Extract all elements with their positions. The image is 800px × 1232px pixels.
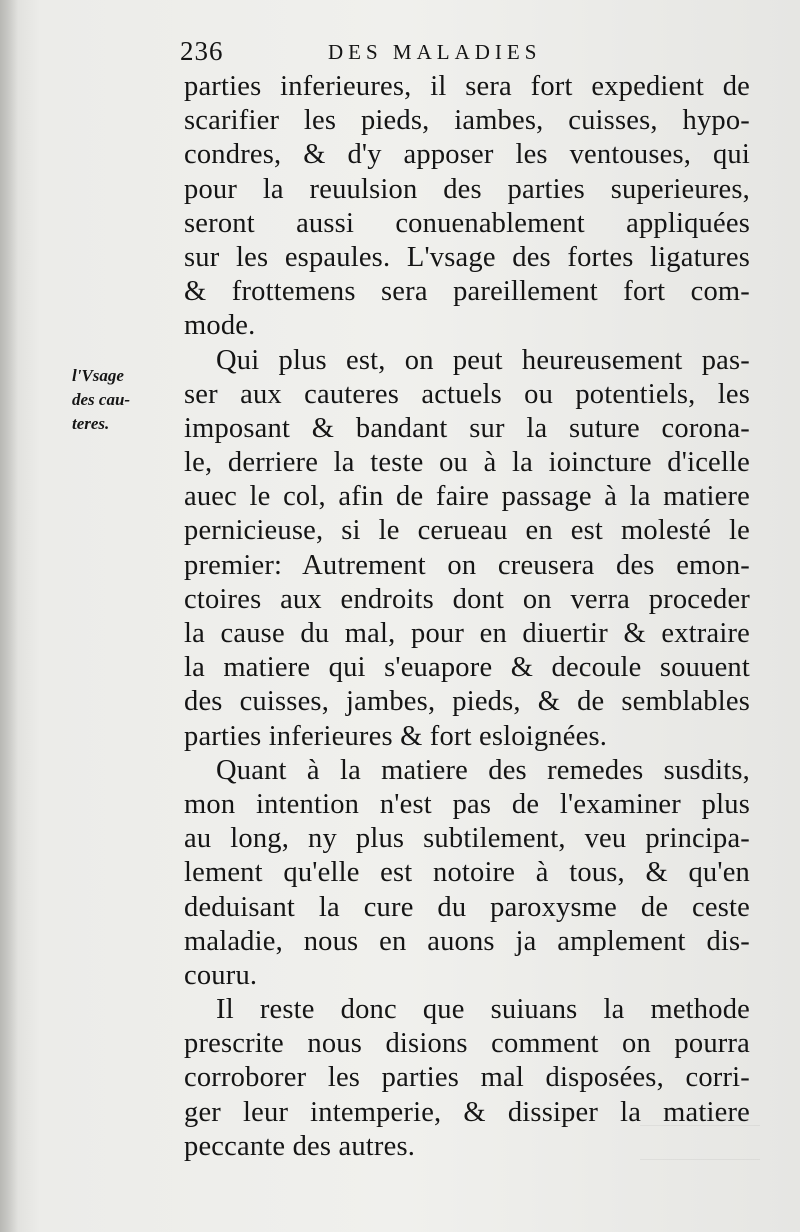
body-text	[184, 70, 750, 1164]
text-line: pour la reuulsion des parties superieures,	[184, 173, 750, 205]
text-line: ser aux cauteres actuels ou potentiels, les	[184, 378, 750, 410]
margin-note	[72, 364, 160, 436]
text-line: & frottemens sera pareillement fort com-	[184, 276, 750, 308]
running-head: DES MALADIES	[328, 40, 542, 64]
text-line: deduisant la cure du paroxysme de ceste	[184, 891, 750, 923]
gutter-shadow	[0, 0, 18, 1232]
paragraph-3	[184, 754, 750, 993]
show-through-ghost	[640, 1120, 760, 1160]
text-line: parties inferieures, il sera fort expedient de	[184, 71, 750, 102]
text-line: maladie, nous en auons ja amplement dis-	[184, 925, 750, 957]
text-line: mon intention n'est pas de l'examiner plus	[184, 788, 750, 820]
text-line: lement qu'elle est notoire à tous, & qu'en	[184, 857, 750, 889]
text-line: pernicieuse, si le cerueau en est molesté le	[184, 515, 750, 547]
paragraph-1	[184, 70, 750, 344]
text-line: Quant à la matiere des remedes susdits,	[216, 754, 750, 786]
text-line: parties inferieures & fort esloignées.	[184, 720, 608, 752]
text-line: Qui plus est, on peut heureusement pas-	[216, 344, 750, 376]
text-line: seront aussi conuenablement appliquées	[184, 207, 750, 239]
text-line: condres, & d'y apposer les ventouses, qui	[184, 139, 750, 171]
paragraph-2	[184, 344, 750, 754]
text-line: corroborer les parties mal disposées, corri-	[184, 1062, 750, 1094]
text-line: auec le col, afin de faire passage à la matiere	[184, 481, 750, 513]
text-line: peccante des autres.	[184, 1130, 416, 1162]
text-line: couru.	[184, 959, 258, 991]
text-line: le, derriere la teste ou à la ioincture d'icelle	[184, 447, 750, 479]
text-line: prescrite nous disions comment on pourra	[184, 1028, 750, 1060]
text-line: au long, ny plus subtilement, veu principa-	[184, 823, 750, 855]
text-line: imposant & bandant sur la suture corona-	[184, 412, 750, 444]
text-line: ctoires aux endroits dont on verra proceder	[184, 583, 750, 615]
text-line: scarifier les pieds, iambes, cuisses, hypo-	[184, 105, 750, 137]
page-header	[180, 36, 600, 70]
text-line: ger leur intemperie, & dissiper la matiere	[184, 1096, 750, 1128]
page-number: 236	[180, 36, 224, 66]
text-line: des cuisses, jambes, pieds, & de semblables	[184, 686, 750, 718]
text-line: sur les espaules. L'vsage des fortes ligatures	[184, 241, 750, 273]
text-line: Il reste donc que suiuans la methode	[216, 994, 750, 1026]
margin-note-line: l'Vsage	[72, 366, 124, 385]
margin-note-line: teres.	[72, 414, 110, 433]
text-line: la cause du mal, pour en diuertir & extraire	[184, 618, 750, 649]
text-line: mode.	[184, 310, 256, 342]
margin-note-line: des cau-	[72, 390, 131, 409]
text-line: premier: Autrement on creusera des emon-	[184, 549, 750, 581]
text-line: la matiere qui s'euapore & decoule souuent	[184, 652, 750, 684]
